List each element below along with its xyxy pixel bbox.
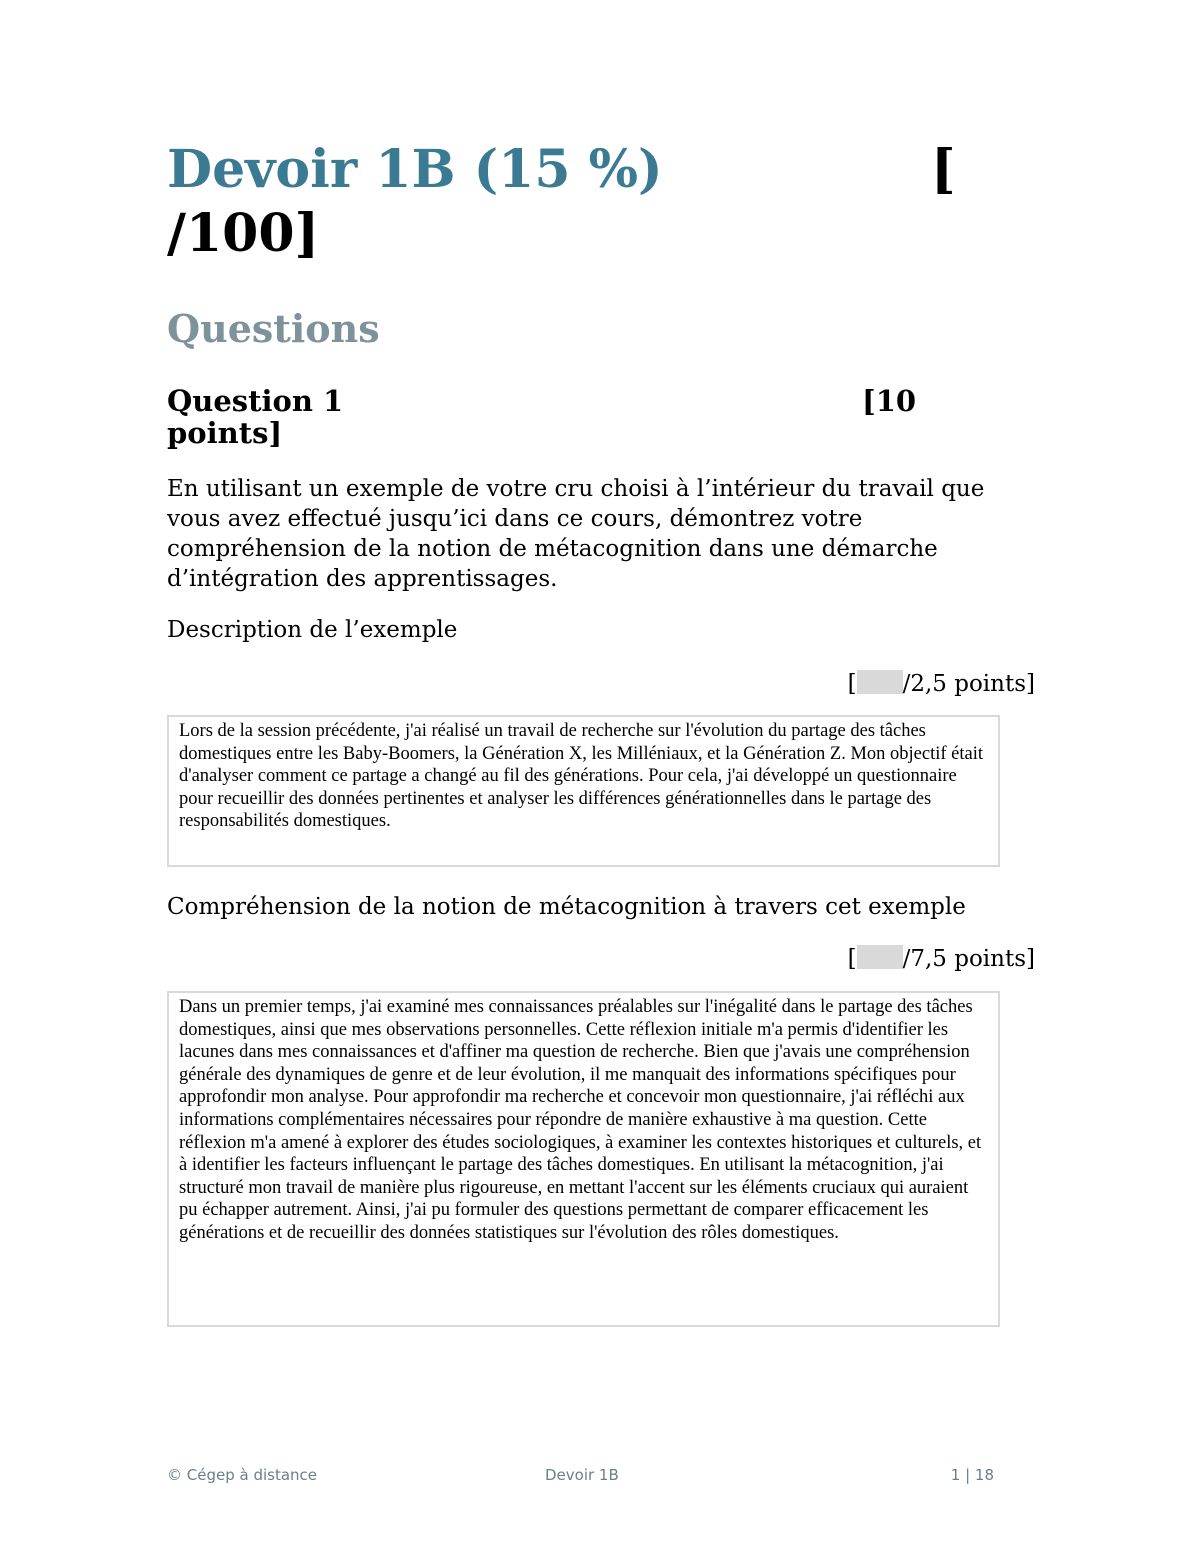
section-title: Questions	[167, 306, 380, 351]
part-a-points-open: [	[847, 671, 857, 697]
question-points-part2: points]	[167, 416, 283, 450]
part-a-score-field[interactable]	[857, 670, 903, 694]
page-title	[167, 138, 967, 266]
part-b-points	[848, 944, 1035, 974]
question-points-part1: [10	[862, 384, 917, 418]
title-score: /100]	[167, 203, 320, 264]
part-b-answer-box[interactable]: Dans un premier temps, j'ai examiné mes connaissances préalables sur l'inégalité dans le partage des tâches domestiques, ainsi que mes observations personnelles. Cette réflexion initiale m'a permis d'identifier les lacunes dans mes connaissances et d'affiner ma question de recherche. Bien que j'avais une compréhension générale des dynamiques de genre et de leur évolution, il me manquait des informations spécifiques pour approfondir mon analyse. Pour approfondir ma recherche et concevoir mon questionnaire, j'ai réfléchi aux informations complémentaires nécessaires pour répondre de manière exhaustive à ma question. Cette réflexion m'a amené à explorer des études sociologiques, à examiner les contextes historiques et culturels, et à identifier les facteurs influençant le partage des tâches domestiques. En utilisant la métacognition, j'ai structuré mon travail de manière plus rigoureuse, en mettant l'accent sur les éléments cruciaux qui auraient pu échapper autrement. Ainsi, j'ai pu formuler des questions permettant de comparer efficacement les générations et de recueillir des données statistiques sur l'évolution des rôles domestiques.	[167, 991, 1000, 1327]
footer-page-number: 1 | 18	[950, 1466, 994, 1484]
title-bracket-open: [	[931, 139, 956, 200]
footer-copyright: © Cégep à distance	[167, 1466, 318, 1484]
part-b-points-value: /7,5 points]	[902, 946, 1035, 972]
question-prompt: En utilisant un exemple de votre cru choisi à l’intérieur du travail que vous avez effectué jusqu’ici dans ce cours, démontrez votre compréhension de la notion de métacognition dans une démarche d’intégration des apprentissages.	[167, 476, 985, 592]
footer-document-title: Devoir 1B	[545, 1466, 619, 1484]
part-b-points-open: [	[847, 946, 857, 972]
part-a-points-value: /2,5 points]	[902, 671, 1035, 697]
question-number: Question 1	[167, 384, 344, 418]
part-a-points	[848, 669, 1035, 699]
part-a-label: Description de l’exemple	[167, 617, 458, 643]
part-a-answer-box[interactable]: Lors de la session précédente, j'ai réalisé un travail de recherche sur l'évolution du partage des tâches domestiques entre les Baby-Boomers, la Génération X, les Milléniaux, et la Génération Z. Mon objectif était d'analyser comment ce partage a changé au fil des générations. Pour cela, j'ai développé un questionnaire pour recueillir des données pertinentes et analyser les différences générationnelles dans le partage des responsabilités domestiques.	[167, 715, 1000, 867]
question-heading	[167, 384, 927, 450]
part-b-label: Compréhension de la notion de métacognition à travers cet exemple	[167, 894, 966, 920]
part-b-score-field[interactable]	[857, 945, 903, 969]
title-main: Devoir 1B (15 %)	[167, 139, 663, 200]
